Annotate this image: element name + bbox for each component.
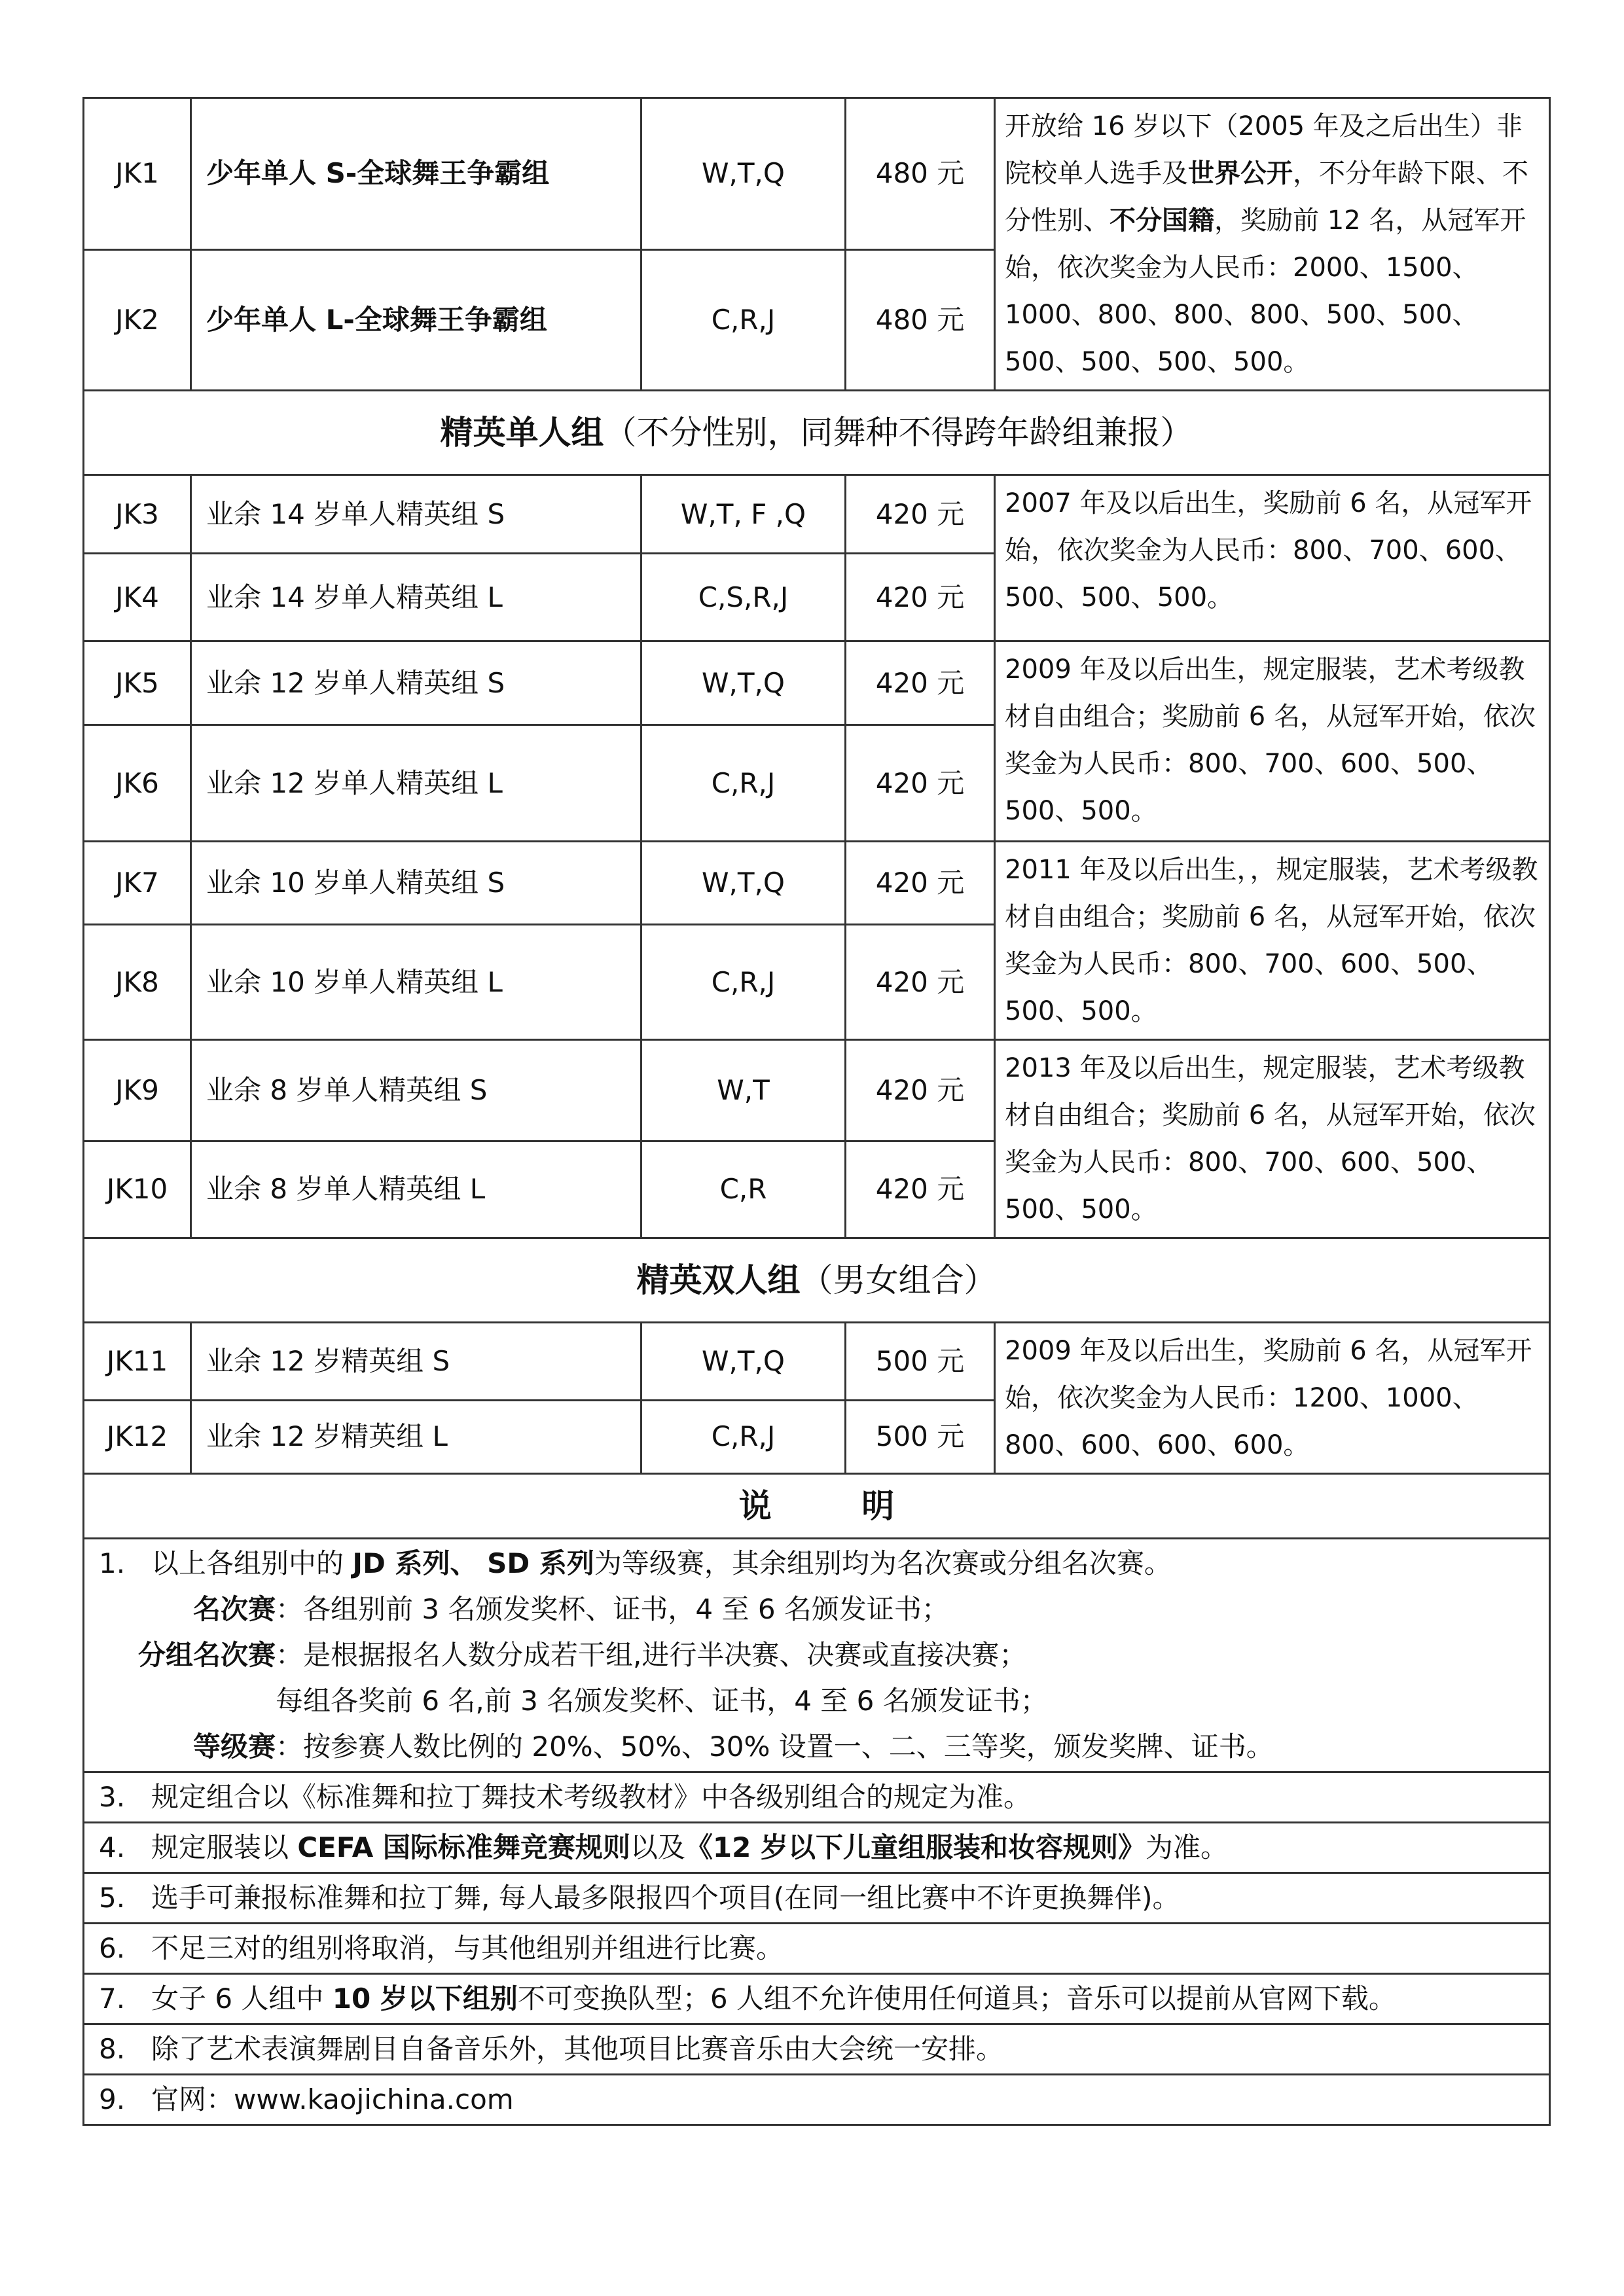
row-name: 业余 14 岁单人精英组 S — [191, 475, 641, 554]
row-fee: 420 元 — [846, 1141, 995, 1238]
row-name: 业余 8 岁单人精英组 L — [191, 1141, 641, 1238]
row-name: 业余 12 岁单人精英组 L — [191, 725, 641, 842]
note-item: 8. 除了艺术表演舞剧目自备音乐外，其他项目比赛音乐由大会统一安排。 — [84, 2024, 1550, 2075]
row-description: 2007 年及以后出生，奖励前 6 名，从冠军开始，依次奖金为人民币：800、700、600、500、500、500。 — [995, 475, 1550, 641]
row-fee: 480 元 — [846, 98, 995, 250]
table-row — [84, 641, 1550, 725]
row-fee: 500 元 — [846, 1323, 995, 1401]
row-fee: 420 元 — [846, 1040, 995, 1141]
row-code: JK4 — [84, 554, 191, 641]
note-item: 5. 选手可兼报标准舞和拉丁舞, 每人最多限报四个项目(在同一组比赛中不许更换舞伴)。 — [84, 1873, 1550, 1924]
row-name: 业余 12 岁精英组 S — [191, 1323, 641, 1401]
row-code: JK9 — [84, 1040, 191, 1141]
row-name: 业余 8 岁单人精英组 S — [191, 1040, 641, 1141]
row-dances: C,R,J — [641, 249, 846, 390]
row-description: 开放给 16 岁以下（2005 年及之后出生）非院校单人选手及世界公开，不分年龄下限、不分性别、不分国籍，奖励前 12 名，从冠军开始，依次奖金为人民币：2000、1500、1000、800、800、800、500、500、500、500、500、500。 — [995, 98, 1550, 391]
row-dances: W,T,Q — [641, 98, 846, 250]
row-description: 2013 年及以后出生，规定服装，艺术考级教材自由组合；奖励前 6 名，从冠军开始，依次奖金为人民币：800、700、600、500、500、500。 — [995, 1040, 1550, 1238]
row-code: JK1 — [84, 98, 191, 250]
table-row — [84, 98, 1550, 250]
row-fee: 420 元 — [846, 925, 995, 1040]
row-dances: W,T,Q — [641, 1323, 846, 1401]
row-fee: 420 元 — [846, 842, 995, 925]
row-dances: W,T — [641, 1040, 846, 1141]
table-row — [84, 1323, 1550, 1401]
row-dances: W,T, F ,Q — [641, 475, 846, 554]
official-website-link[interactable]: 官网：www.kaojichina.com — [151, 2083, 514, 2115]
grade-rule: 等级赛 ：按参赛人数比例的 20%、50%、30% 设置一、二、三等奖，颁发奖牌、证书。 — [192, 1731, 1274, 1763]
row-name: 少年单人 L-全球舞王争霸组 — [191, 249, 641, 390]
row-dances: W,T,Q — [641, 842, 846, 925]
ranking-rule: 名次赛 ：各组别前 3 名颁发奖杯、证书，4 至 6 名颁发证书； — [192, 1593, 949, 1625]
section-title: 精英单人组 — [440, 414, 604, 452]
row-code: JK10 — [84, 1141, 191, 1238]
row-description: 2009 年及以后出生，规定服装，艺术考级教材自由组合；奖励前 6 名，从冠军开始，依次奖金为人民币：800、700、600、500、500、500。 — [995, 641, 1550, 842]
note-item — [84, 1539, 1550, 1772]
row-code: JK12 — [84, 1400, 191, 1473]
row-code: JK2 — [84, 249, 191, 390]
row-dances: W,T,Q — [641, 641, 846, 725]
row-description: 2011 年及以后出生，，规定服装，艺术考级教材自由组合；奖励前 6 名，从冠军开始，依次奖金为人民币：800、700、600、500、500、500。 — [995, 842, 1550, 1040]
row-dances: C,R — [641, 1141, 846, 1238]
note-item: 4. 规定服装以 CEFA 国际标准舞竞赛规则以及《12 岁以下儿童组服装和妆容规则》为准。 — [84, 1823, 1550, 1873]
section-header — [84, 1238, 1550, 1323]
note-item: 6. 不足三对的组别将取消，与其他组别并组进行比赛。 — [84, 1924, 1550, 1974]
row-name: 业余 10 岁单人精英组 L — [191, 925, 641, 1040]
section-subtitle: （男女组合） — [800, 1261, 997, 1299]
row-description: 2009 年及以后出生，奖励前 6 名，从冠军开始，依次奖金为人民币：1200、1000、800、600、600、600。 — [995, 1323, 1550, 1474]
note-item: 3. 规定组合以《标准舞和拉丁舞技术考级教材》中各级别组合的规定为准。 — [84, 1772, 1550, 1823]
row-fee: 420 元 — [846, 641, 995, 725]
competition-table — [82, 97, 1551, 2126]
row-code: JK11 — [84, 1323, 191, 1401]
row-code: JK8 — [84, 925, 191, 1040]
row-name: 少年单人 S-全球舞王争霸组 — [191, 98, 641, 250]
document — [82, 97, 1549, 2126]
table-row — [84, 1040, 1550, 1141]
row-name: 业余 10 岁单人精英组 S — [191, 842, 641, 925]
section-title: 精英双人组 — [636, 1261, 801, 1299]
row-code: JK3 — [84, 475, 191, 554]
row-dances: C,R,J — [641, 725, 846, 842]
row-dances: C,R,J — [641, 1400, 846, 1473]
table-row — [84, 842, 1550, 925]
note-item: 7. 女子 6 人组中 10 岁以下组别不可变换队型；6 人组不允许使用任何道具；音乐可以提前从官网下载。 — [84, 1974, 1550, 2024]
table-row — [84, 475, 1550, 554]
section-header — [84, 391, 1550, 475]
row-fee: 420 元 — [846, 475, 995, 554]
row-fee: 480 元 — [846, 249, 995, 390]
row-name: 业余 12 岁精英组 L — [191, 1400, 641, 1473]
group-ranking-rule: 分组名次赛 ：是根据报名人数分成若干组,进行半决赛、决赛或直接决赛； — [137, 1639, 1027, 1671]
row-fee: 500 元 — [846, 1400, 995, 1473]
row-code: JK7 — [84, 842, 191, 925]
row-fee: 420 元 — [846, 554, 995, 641]
row-name: 业余 12 岁单人精英组 S — [191, 641, 641, 725]
row-code: JK5 — [84, 641, 191, 725]
row-code: JK6 — [84, 725, 191, 842]
note-line: 1. 以上各组别中的 JD 系列、 SD 系列为等级赛，其余组别均为名次赛或分组名次赛。 — [99, 1547, 1172, 1579]
notes-title: 说 明 — [84, 1474, 1550, 1539]
section-subtitle: （不分性别，同舞种不得跨年龄组兼报） — [604, 414, 1193, 452]
row-dances: C,R,J — [641, 925, 846, 1040]
row-name: 业余 14 岁单人精英组 L — [191, 554, 641, 641]
row-fee: 420 元 — [846, 725, 995, 842]
note-item: 9. 官网：www.kaojichina.com — [84, 2075, 1550, 2125]
row-dances: C,S,R,J — [641, 554, 846, 641]
notes-header — [84, 1474, 1550, 1539]
group-ranking-rule-cont: 每组各奖前 6 名,前 3 名颁发奖杯、证书，4 至 6 名颁发证书； — [276, 1685, 1048, 1717]
